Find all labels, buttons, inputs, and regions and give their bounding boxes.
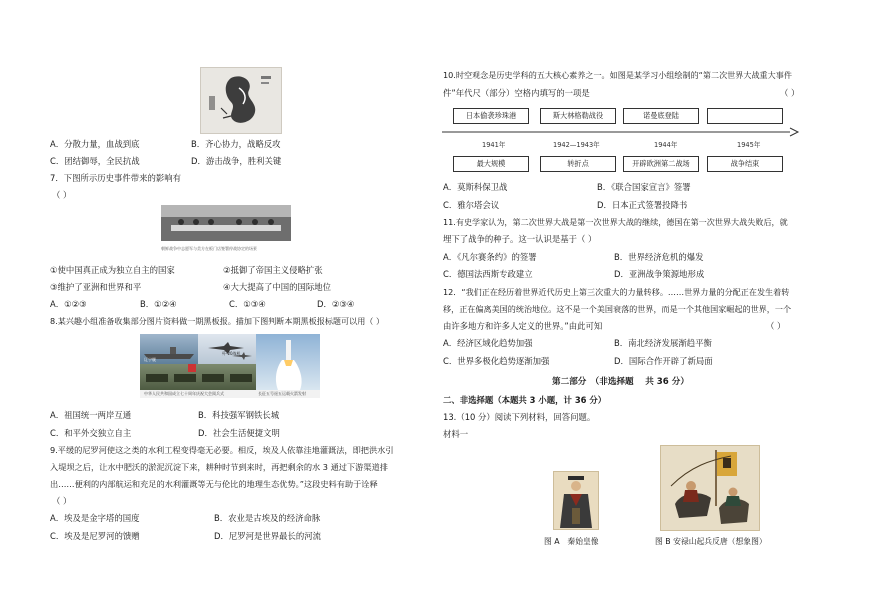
timeline-axis	[440, 126, 800, 138]
jets-caption: 歼-20战机	[222, 351, 241, 356]
cavalry-battle-icon	[661, 446, 759, 530]
q10-option-d: D．日本正式签署投降书	[597, 200, 688, 210]
timeline-year-3: 1944年	[654, 141, 678, 149]
q10-line-2: 件”年代尺（部分）空格内填写的一项是	[443, 88, 590, 98]
q11-option-c: C．德国法西斯专政建立	[443, 269, 533, 279]
q8-option-b: B．科技强军钢铁长城	[198, 410, 280, 420]
armistice-photo-icon	[161, 205, 291, 241]
timeline-bottom-box-1: 最大规模	[453, 156, 529, 172]
q12-option-c: C．世界多极化趋势逐渐加强	[443, 356, 550, 366]
q10-paren: （ ）	[780, 88, 800, 98]
q6-option-d: D．游击战争，胜利关键	[191, 156, 282, 166]
q9-option-b: B．农业是古埃及的经济命脉	[214, 513, 321, 523]
figure-a-caption: 图 A 秦始皇像	[544, 537, 599, 546]
part2-section-heading: 二、非选择题（本题共 3 小题，计 36 分）	[443, 395, 607, 405]
q8-option-c: C．和平外交独立自主	[50, 428, 132, 438]
q13-stem: 13.（10 分）阅读下列材料，回答问题。	[443, 412, 596, 422]
q9-line-3: 出……便利的内部航运和充足的水利灌溉等无与伦比的地理生态优势。”这段史料有助于诠释	[50, 479, 378, 489]
figure-a-portrait	[553, 471, 599, 530]
timeline-year-4: 1945年	[737, 141, 761, 149]
timeline-bottom-box-4: 战争结束	[707, 156, 783, 172]
q11-option-d: D．亚洲战争策源地形成	[614, 269, 705, 279]
q10-option-a: A．莫斯科保卫战	[443, 182, 508, 192]
q8-option-d: D．社会生活便捷文明	[198, 428, 280, 438]
q7-option-d: D．②③④	[317, 299, 355, 309]
timeline-year-1: 1941年	[482, 141, 506, 149]
q12-option-b: B．南北经济发展渐趋平衡	[614, 338, 712, 348]
timeline-top-box-4-blank	[707, 108, 783, 124]
timeline-top-box-3: 诺曼底登陆	[623, 108, 699, 124]
q6-option-c: C．团结御辱，全民抗战	[50, 156, 140, 166]
q7-paren: （ ）	[52, 190, 72, 200]
figure-b-illustration	[660, 445, 760, 531]
q7-photo-caption: 朝鲜战争中志愿军与美方在板门店签署停战协定的场景	[161, 246, 257, 251]
q12-line-3: 由许多地方和许多人定义的世界。”由此可知	[443, 321, 603, 331]
q12-line-1: 12．“我们正在经历着世界近代历史上第三次重大的力量转移。……世界力量的分配正在发生着转	[443, 287, 790, 297]
q7-statement-1: ①使中国真正成为独立自主的国家	[50, 265, 175, 275]
parade-photo	[140, 364, 256, 390]
emperor-portrait-icon	[554, 472, 598, 529]
q7-option-c: C．①③④	[229, 299, 266, 309]
q8-photo-collage	[140, 334, 320, 398]
q9-option-c: C．埃及是尼罗河的馈赠	[50, 531, 140, 541]
q9-option-a: A．埃及是金字塔的国度	[50, 513, 140, 523]
q12-paren: （ ）	[766, 321, 786, 331]
timeline-top-box-1: 日本偷袭珍珠港	[453, 108, 529, 124]
q9-line-2: 入堤坝之后，让水中肥沃的淤泥沉淀下来，耕种时节到来时，再把剩余的水 3 通过下游渠道排	[50, 462, 388, 472]
q11-option-a: A．《凡尔赛条约》的签署	[443, 252, 537, 262]
q6-option-b: B．齐心协力，战略反攻	[191, 139, 281, 149]
q7-stem: 7．下图所示历史事件带来的影响有	[50, 173, 181, 183]
q9-option-d: D．尼罗河是世界最长的河流	[214, 531, 321, 541]
figure-b-caption: 图 B 安禄山起兵反唐（想象图）	[655, 537, 767, 546]
q8-stem: 8.某兴趣小组准备收集部分图片资料做一期黑板报。描加下图判断本期黑板报标题可以用（ ）	[50, 316, 385, 326]
q12-option-d: D．国际合作开辟了新局面	[614, 356, 713, 366]
q10-option-b: B．《联合国家宣言》签署	[597, 182, 691, 192]
q11-line-1: 11.有史学家认为，第二次世界大战是第一次世界大战的继续，德国在第一次世界大战失败后，就	[443, 217, 788, 227]
parade-caption: 中华人民共和国成立七十周年庆祝大会阅兵式	[144, 391, 224, 396]
q6-figure	[200, 67, 282, 134]
q7-statement-2: ②抵御了帝国主义侵略扩张	[223, 265, 323, 275]
q8-option-a: A．祖国统一两岸互通	[50, 410, 132, 420]
q7-photo	[161, 205, 291, 241]
q10-line-1: 10.时空观念是历史学科的五大核心素养之一。如图是某学习小组绘制的“第二次世界大战重大事件	[443, 70, 792, 80]
q7-option-b: B．①②④	[140, 299, 177, 309]
q11-option-b: B．世界经济危机的爆发	[614, 252, 704, 262]
part2-title: 第二部分 （非选择题 共 36 分）	[552, 377, 689, 387]
ink-painting-icon	[201, 68, 281, 133]
q11-line-2: 埋下了战争的种子。这一认识是基于（ ）	[443, 234, 597, 244]
q12-option-a: A．经济区域化趋势加强	[443, 338, 533, 348]
q9-paren: （ ）	[52, 496, 72, 506]
rocket-caption: 长征五号遥五运载火箭发射	[258, 391, 306, 396]
timeline-bottom-box-3: 开辟欧洲第二战场	[623, 156, 699, 172]
q6-option-a: A．分散力量，血战到底	[50, 139, 140, 149]
q9-line-1: 9.平缓的尼罗河使这之类的水利工程变得毫无必要。相反，埃及人依靠洼地灌溉法，即把洪水引	[50, 445, 394, 455]
q7-statement-3: ③维护了亚洲和世界和平	[50, 282, 142, 292]
q12-line-2: 移，正在偏离美国的统治地位。这不是一个美国衰落的世界，而是一个其他国家崛起的世界，一个	[443, 304, 792, 314]
carrier-caption: 辽宁舰	[144, 357, 156, 362]
timeline-bottom-box-2: 转折点	[540, 156, 616, 172]
timeline-top-box-2: 斯大林格勒战役	[540, 108, 616, 124]
q7-statement-4: ④大大提高了中国的国际地位	[223, 282, 332, 292]
material-1-label: 材料一	[443, 429, 469, 439]
rocket-photo	[256, 334, 320, 390]
jets-photo	[198, 334, 256, 364]
timeline-year-2: 1942—1943年	[553, 141, 600, 149]
q7-option-a: A．①②③	[50, 299, 87, 309]
q10-option-c: C．雅尔塔会议	[443, 200, 500, 210]
